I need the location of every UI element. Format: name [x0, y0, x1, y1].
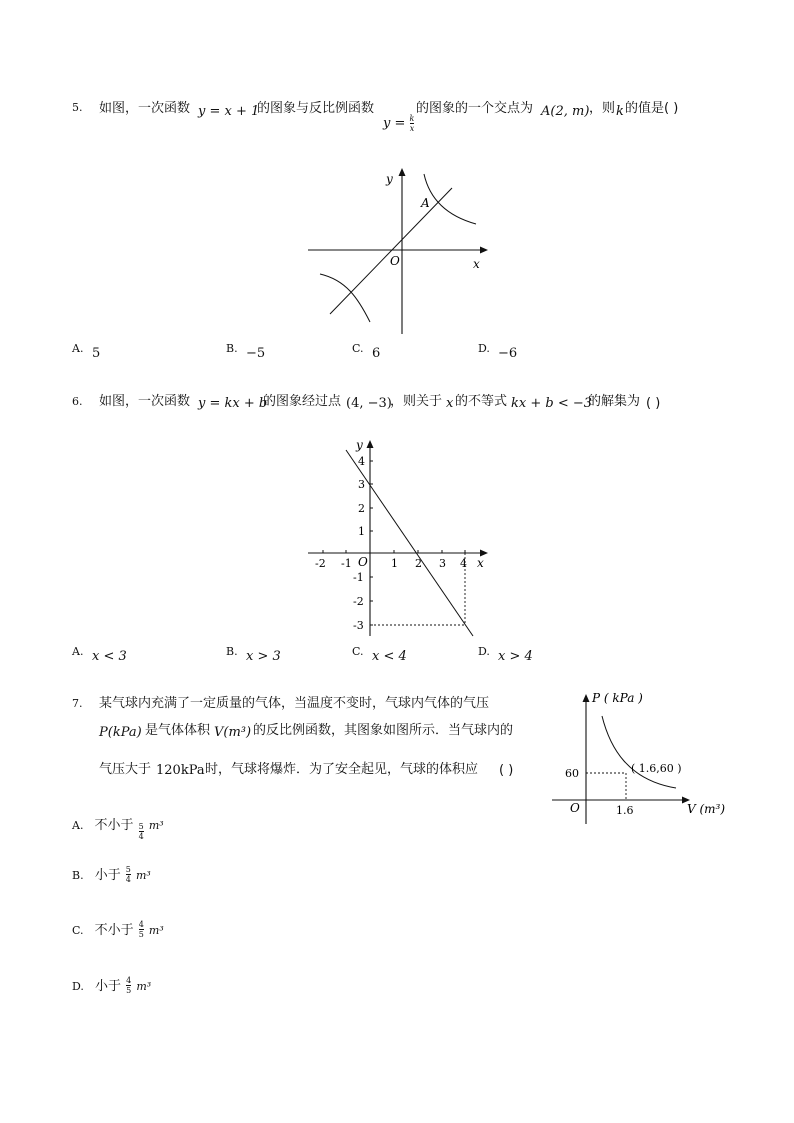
option-fraction: $\frac{4}{5}$ [138, 920, 144, 939]
x-axis-label: x [477, 556, 484, 570]
question-text: 是气体体积 [145, 723, 211, 738]
point-a-label: A [421, 196, 430, 210]
option-letter: D. [72, 980, 84, 993]
linear-function: y = kx + b [198, 396, 268, 411]
y-axis-label: y [356, 438, 363, 452]
intersection-point: A(2, m) [541, 104, 590, 119]
option-d-value[interactable]: x > 4 [498, 649, 533, 664]
option-text: 小于 [94, 868, 121, 883]
question-text: 某气球内充满了一定质量的气体，当温度不变时，气球内气体的气压 [99, 696, 490, 711]
y-axis-arrow [399, 168, 406, 176]
option-fraction: $\frac{4}{5}$ [126, 976, 132, 995]
option-a-value[interactable]: 5 [92, 346, 101, 361]
y-tick-label: -2 [353, 595, 364, 608]
linear-line [330, 188, 452, 314]
y-tick-label: 1 [358, 525, 365, 538]
option-b-letter: B. [226, 342, 238, 355]
y-tick-label: 4 [358, 455, 365, 468]
inverse-function: y = $\frac{k}{x}$ [383, 114, 415, 133]
question-number: 7. [72, 697, 83, 710]
x-tick-label: -2 [315, 557, 326, 570]
option-c[interactable] [72, 919, 164, 939]
option-b[interactable] [72, 864, 151, 884]
y-axis-label: P ( kPa ) [592, 691, 643, 705]
y-axis-arrow [583, 694, 590, 702]
x-tick-label: 3 [439, 557, 446, 570]
q5-figure [300, 162, 500, 342]
option-fraction: $\frac{5}{4}$ [125, 865, 131, 884]
point-label: ( 1.6,60 ) [631, 762, 682, 775]
question-text: 的值是 [625, 101, 665, 116]
question-text: ，则关于 [390, 394, 443, 409]
variable-k: k [616, 104, 624, 119]
y-tick-label: -3 [353, 619, 364, 632]
pressure-value: 120kPa [156, 763, 205, 778]
option-a-value[interactable]: x < 3 [92, 649, 127, 664]
volume-variable: V(m³) [214, 725, 252, 740]
y-axis-label: y [386, 172, 393, 186]
x-tick-label: 1 [391, 557, 398, 570]
option-a-letter: A. [72, 645, 84, 658]
answer-paren: ( ) [664, 101, 679, 116]
hyperbola-curve [602, 716, 676, 788]
option-b-letter: B. [226, 645, 238, 658]
option-unit: m³ [148, 819, 164, 832]
question-text: 的解集为 [588, 394, 641, 409]
question-text: 的图象的一个交点为 [416, 101, 534, 116]
x-tick-label: 1.6 [616, 804, 634, 817]
pressure-variable: P(kPa) [99, 725, 142, 740]
x-tick-label: -1 [341, 557, 352, 570]
y-tick-label: -1 [353, 571, 364, 584]
x-tick-label: 2 [415, 557, 422, 570]
option-c-value[interactable]: x < 4 [372, 649, 407, 664]
y-axis-arrow [367, 440, 374, 448]
answer-paren: ( ) [499, 763, 514, 778]
y-tick-label: 3 [358, 478, 365, 491]
x-axis-label: x [473, 257, 480, 271]
option-fraction: $\frac{5}{4}$ [138, 822, 144, 841]
question-text: 如图，一次函数 [99, 101, 191, 116]
y-tick-label: 60 [565, 767, 579, 780]
option-c-value[interactable]: 6 [372, 346, 381, 361]
option-b-value[interactable]: x > 3 [246, 649, 281, 664]
q7-figure [548, 684, 734, 824]
option-letter: B. [72, 869, 84, 882]
option-d-value[interactable]: −6 [498, 346, 518, 361]
option-unit: m³ [136, 980, 152, 993]
variable-x: x [446, 396, 454, 411]
option-text: 不小于 [94, 818, 134, 833]
question-text: 如图，一次函数 [99, 394, 191, 409]
question-text: ，则 [589, 101, 616, 116]
inequality: kx + b < −3 [511, 396, 593, 411]
linear-line [346, 450, 473, 636]
question-text: 的图象与反比例函数 [257, 101, 375, 116]
option-letter: A. [72, 819, 84, 832]
q6-figure [300, 436, 500, 640]
question-number: 5. [72, 101, 83, 114]
option-text: 不小于 [94, 923, 134, 938]
option-letter: C. [72, 924, 84, 937]
x-axis-label: V (m³) [687, 802, 726, 816]
origin-label: O [390, 254, 400, 268]
question-text: 的反比例函数，其图象如图所示．当气球内的 [253, 723, 514, 738]
option-c-letter: C. [352, 342, 364, 355]
origin-label: O [570, 801, 580, 815]
hyperbola-branch-1 [424, 174, 476, 224]
option-c-letter: C. [352, 645, 364, 658]
option-d-letter: D. [478, 342, 490, 355]
given-point: (4, −3) [346, 396, 392, 411]
option-a[interactable] [72, 808, 164, 841]
linear-function: y = x + 1 [198, 104, 260, 119]
option-unit: m³ [135, 869, 151, 882]
option-unit: m³ [148, 924, 164, 937]
question-number: 6. [72, 395, 83, 408]
question-text: 的不等式 [455, 394, 508, 409]
origin-label: O [358, 555, 368, 569]
option-b-value[interactable]: −5 [246, 346, 266, 361]
x-axis-arrow [480, 247, 488, 254]
option-d[interactable] [72, 975, 151, 995]
option-d-letter: D. [478, 645, 490, 658]
x-tick-label: 4 [460, 557, 467, 570]
question-text: 气压大于 [99, 762, 152, 777]
question-text: 的图象经过点 [263, 394, 342, 409]
answer-paren: ( ) [646, 396, 661, 411]
y-tick-label: 2 [358, 502, 365, 515]
question-text: 时，气球将爆炸．为了安全起见，气球的体积应 [205, 762, 479, 777]
option-a-letter: A. [72, 342, 84, 355]
option-text: 小于 [95, 979, 122, 994]
